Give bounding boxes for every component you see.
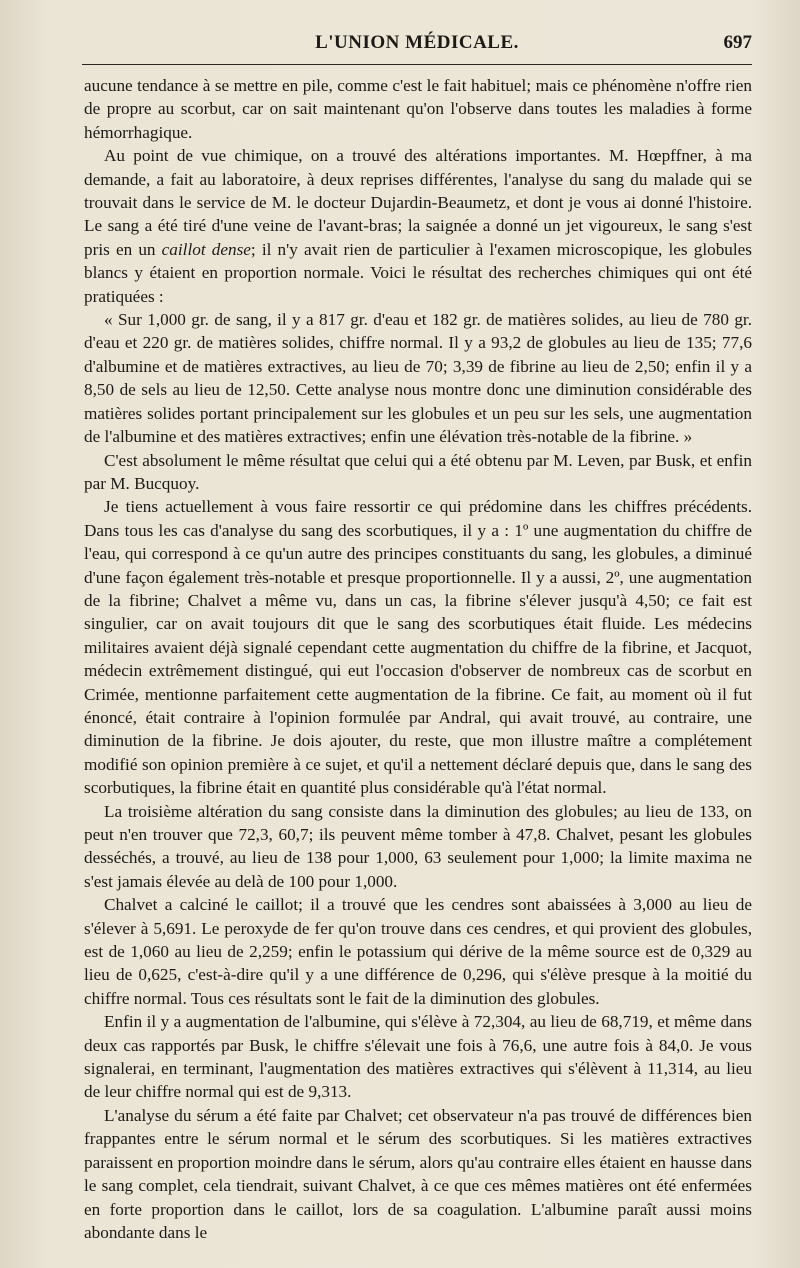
- paragraph: Au point de vue chimique, on a trouvé des altérations importantes. M. Hœpffner, à ma demande, a fait au laboratoire, à deux reprises différentes, l'analyse du sang du malade qui se trouvait dans le service de M. le docteur Dujardin-Beaumetz, et dont je vous ai donné l'histoire. Le sang a été tiré d'une veine de l'avant-bras; la saignée a donné un jet vigoureux, le sang s'est pris en un caillot dense; il n'y avait rien de particulier à l'examen microscopique, les globules blancs y étaient en proportion normale. Voici le résultat des recherches chimiques qui ont été pratiquées :: [84, 146, 752, 306]
- paragraph: L'analyse du sérum a été faite par Chalvet; cet observateur n'a pas trouvé de différences bien frappantes entre le sérum normal et le sérum des scorbutiques. Si les matières extractives paraissent en proportion moindre dans le sérum, alors qu'au contraire elles étaient en hausse dans le sang complet, cela tiendrait, suivant Chalvet, à ce que ces mêmes matières ont été enfermées en forte proportion dans le caillot, lors de sa coagulation. L'albumine paraît aussi moins abondante dans le: [84, 1105, 752, 1242]
- paragraph: La troisième altération du sang consiste dans la diminution des globules; au lieu de 133, on peut n'en trouver que 72,3, 60,7; ils peuvent même tomber à 47,8. Chalvet, pesant les globules desséchés, a trouvé, au lieu de 138 pour 1,000, 63 seulement pour 1,000; la limite maxima ne s'est jamais élevée au delà de 100 pour 1,000.: [84, 801, 752, 891]
- paragraph: Chalvet a calciné le caillot; il a trouvé que les cendres sont abaissées à 3,000 au lieu de s'élever à 5,691. Le peroxyde de fer qu'on trouve dans ces cendres, et qui provient des globules, est de 1,060 au lieu de 2,259; enfin le potassium qui dérive de la même source est de 0,329 au lieu de 0,625, c'est-à-dire qu'il y a une différence de 0,296, qui s'élève presque à la moitié du chiffre normal. Tous ces résultats sont le fait de la diminution des globules.: [84, 895, 752, 1008]
- paragraph: Enfin il y a augmentation de l'albumine, qui s'élève à 72,304, au lieu de 68,719, et même dans deux cas rapportés par Busk, le chiffre s'élevait une fois à 76,6, une autre fois à 84,0. Je vous signalerai, en terminant, l'augmentation des matières extractives qui s'élèvent à 11,314, au lieu de leur chiffre normal qui est de 9,313.: [84, 1012, 752, 1102]
- header-rule: [82, 64, 752, 65]
- body-text: [84, 74, 752, 1244]
- paragraph: « Sur 1,000 gr. de sang, il y a 817 gr. d'eau et 182 gr. de matières solides, au lieu de 780 gr. d'eau et 220 gr. de matières solides, chiffre normal. Il y a 93,2 de globules au lieu de 135; 77,6 d'albumine et de matières extractives, au lieu de 70; 3,39 de fibrine au lieu de 2,50; enfin il y a 8,50 de sels au lieu de 12,50. Cette analyse nous montre donc une diminution considérable des matières solides portant principalement sur les globules et un peu sur les sels, une augmentation de l'albumine et des matières extractives; enfin une élévation très-notable de la fibrine. »: [84, 310, 752, 447]
- running-title: L'UNION MÉDICALE.: [315, 32, 519, 53]
- page-number: 697: [723, 32, 752, 53]
- paragraph: C'est absolument le même résultat que celui qui a été obtenu par M. Leven, par Busk, et enfin par M. Bucquoy.: [84, 450, 752, 493]
- page-header: [82, 30, 752, 60]
- paragraph: aucune tendance à se mettre en pile, comme c'est le fait habituel; mais ce phénomène n'offre rien de propre au scorbut, car on sait maintenant qu'on l'observe dans toutes les maladies à forme hémorrhagique.: [84, 76, 752, 142]
- paragraph: Je tiens actuellement à vous faire ressortir ce qui prédomine dans les chiffres précédents. Dans tous les cas d'analyse du sang des scorbutiques, il y a : 1º une augmentation du chiffre de l'eau, qui correspond à ce qu'un autre des principes constituants du sang, les globules, a diminué d'une façon également très-notable et presque proportionnelle. Il y a aussi, 2º, une augmentation de la fibrine; Chalvet a même vu, dans un cas, la fibrine s'élever jusqu'à 4,50; ce fait est singulier, car on avait toujours dit que le sang des scorbutiques était fluide. Les médecins militaires avaient déjà signalé cependant cette augmentation du chiffre de la fibrine, et Jacquot, médecin extrêmement distingué, qui eut l'occasion d'observer de nombreux cas de scorbut en Crimée, mentionne parfaitement cette augmentation de la fibrine. Ce fait, au moment où il fut énoncé, était contraire à l'opinion formulée par Andral, qui avait trouvé, au contraire, une diminution de la fibrine. Je dois ajouter, du reste, que mon illustre maître a complétement modifié son opinion première à ce sujet, et qu'il a nettement déclaré depuis que, dans le sang des scorbutiques, la fibrine était en quantité plus considérable qu'à l'état normal.: [84, 497, 752, 798]
